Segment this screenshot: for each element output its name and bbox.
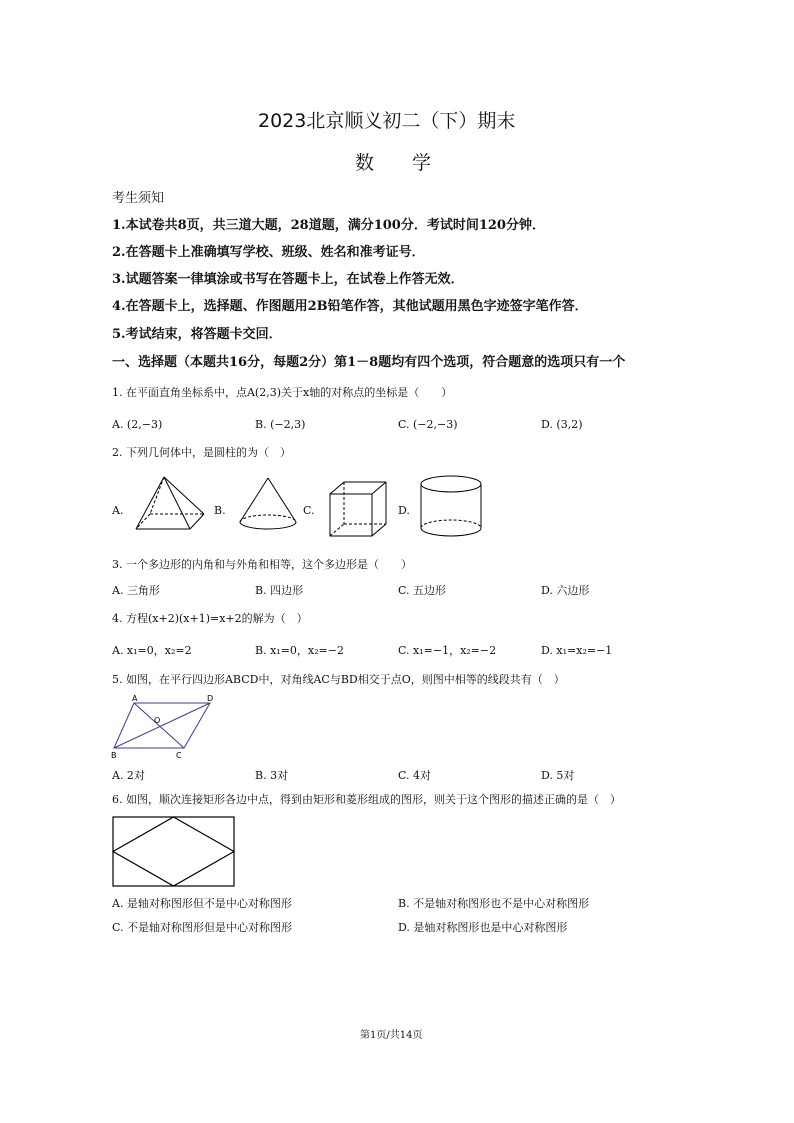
vertex-label-d: D bbox=[207, 694, 214, 703]
notice-item-1: 1.本试卷共8页，共三道大题，28道题，满分100分．考试时间120分钟． bbox=[112, 218, 545, 233]
q5-option-a: A. 2对 bbox=[112, 769, 145, 782]
q2-label-d: D. bbox=[398, 504, 410, 517]
cylinder-figure bbox=[418, 474, 484, 540]
q3-option-a: A. 三角形 bbox=[112, 584, 160, 597]
q6-option-b: B. 不是轴对称图形也不是中心对称图形 bbox=[398, 897, 590, 910]
pyramid-figure bbox=[128, 474, 210, 536]
page-title: 2023北京顺义初二（下）期末 bbox=[258, 110, 516, 132]
question-5-stem: 5. 如图，在平行四边形ABCD中，对角线AC与BD相交于点O，则图中相等的线段共有（ ） bbox=[112, 673, 565, 686]
q5-option-b: B. 3对 bbox=[255, 769, 289, 782]
vertex-label-c: C bbox=[176, 751, 182, 760]
cube-figure bbox=[328, 480, 390, 538]
notice-item-4: 4.在答题卡上，选择题、作图题用2B铅笔作答，其他试题用黑色字迹签字笔作答． bbox=[112, 299, 588, 314]
q3-option-c: C. 五边形 bbox=[398, 584, 447, 597]
subject-title: 数 学 bbox=[355, 152, 432, 174]
question-1-stem: 1. 在平面直角坐标系中，点A(2,3)关于x轴的对称点的坐标是（ ） bbox=[112, 386, 453, 399]
notice-item-3: 3.试题答案一律填涂或书写在答题卡上，在试卷上作答无效． bbox=[112, 272, 464, 287]
q4-option-d: D. x₁=x₂=−1 bbox=[541, 644, 613, 657]
parallelogram-figure bbox=[110, 694, 222, 760]
question-4-stem: 4. 方程(x+2)(x+1)=x+2的解为（ ） bbox=[112, 612, 308, 625]
page-footer: 第1页/共14页 bbox=[360, 1030, 423, 1041]
q2-label-b: B. bbox=[214, 504, 226, 517]
q6-option-c: C. 不是轴对称图形但是中心对称图形 bbox=[112, 921, 293, 934]
q6-option-d: D. 是轴对称图形也是中心对称图形 bbox=[398, 921, 568, 934]
q2-label-c: C. bbox=[303, 504, 315, 517]
q1-option-d: D. (3,2) bbox=[541, 418, 583, 431]
q6-option-a: A. 是轴对称图形但不是中心对称图形 bbox=[112, 897, 292, 910]
q5-option-d: D. 5对 bbox=[541, 769, 575, 782]
cone-figure bbox=[236, 476, 300, 538]
q5-option-c: C. 4对 bbox=[398, 769, 432, 782]
question-6-stem: 6. 如图，顺次连接矩形各边中点，得到由矩形和菱形组成的图形，则关于这个图形的描述正确的是（ ） bbox=[112, 793, 621, 806]
q1-option-c: C. (−2,−3) bbox=[398, 418, 458, 431]
vertex-label-o: O bbox=[154, 716, 161, 725]
notice-heading: 考生须知 bbox=[112, 191, 165, 206]
q3-option-d: D. 六边形 bbox=[541, 584, 590, 597]
q4-option-a: A. x₁=0，x₂=2 bbox=[112, 644, 192, 657]
q4-option-b: B. x₁=0，x₂=−2 bbox=[255, 644, 344, 657]
q3-option-b: B. 四边形 bbox=[255, 584, 304, 597]
q1-option-b: B. (−2,3) bbox=[255, 418, 306, 431]
q1-option-a: A. (2,−3) bbox=[112, 418, 163, 431]
question-3-stem: 3. 一个多边形的内角和与外角和相等，这个多边形是（ ） bbox=[112, 558, 412, 571]
q2-label-a: A. bbox=[112, 504, 124, 517]
section-heading: 一、选择题（本题共16分，每题2分）第1－8题均有四个选项，符合题意的选项只有一个 bbox=[112, 355, 626, 370]
q4-option-c: C. x₁=−1，x₂=−2 bbox=[398, 644, 497, 657]
notice-item-5: 5.考试结束，将答题卡交回． bbox=[112, 327, 282, 342]
question-2-stem: 2. 下列几何体中，是圆柱的为（ ） bbox=[112, 446, 291, 459]
vertex-label-a: A bbox=[132, 694, 138, 703]
vertex-label-b: B bbox=[111, 751, 117, 760]
rectangle-rhombus-figure bbox=[112, 816, 236, 888]
notice-item-2: 2.在答题卡上准确填写学校、班级、姓名和准考证号． bbox=[112, 245, 425, 260]
